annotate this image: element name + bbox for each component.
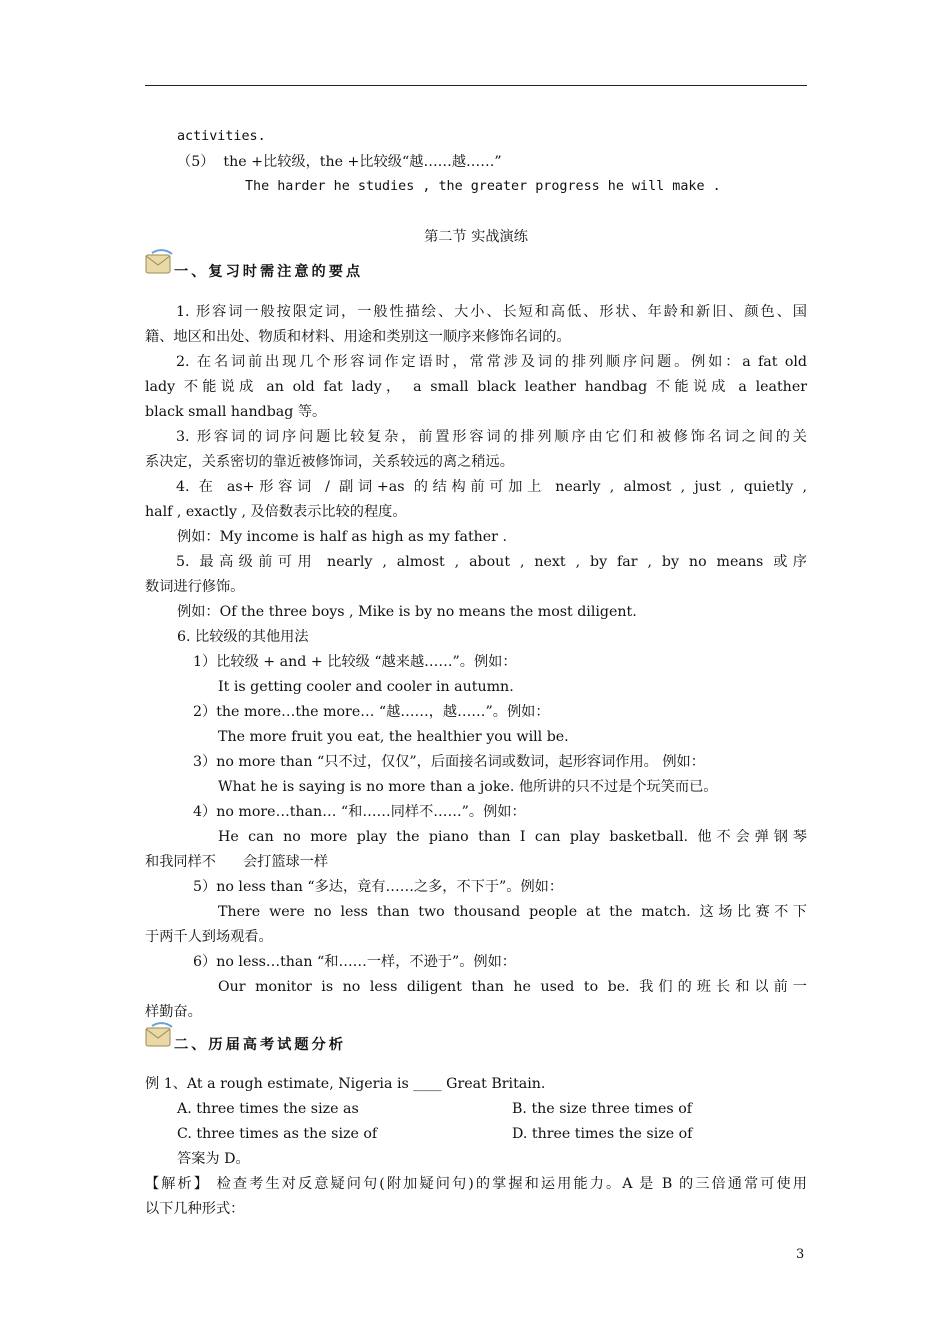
example-line (145, 903, 807, 921)
paragraph-line: black small handbag 等。 (145, 404, 327, 420)
usage-line: 1）比较级 + and + 比较级 “越来越……”。例如： (193, 654, 517, 670)
option-c: C. three times as the size of (177, 1126, 378, 1142)
paragraph-line (145, 428, 807, 446)
paragraph-text: 5. 最高级前可用 nearly , almost , about , next , by far , by no means 或序 (176, 554, 807, 570)
example-line (145, 828, 807, 846)
paragraph-line (145, 478, 807, 496)
paragraph-line: 系决定，关系密切的靠近被修饰词，关系较远的离之稍远。 (145, 454, 514, 470)
paragraph-text: 2. 在名词前出现几个形容词作定语时，常常涉及词的排列顺序问题。例如：a fat old (176, 354, 807, 370)
paragraph-line: half , exactly , 及倍数表示比较的程度。 (145, 504, 407, 520)
example-line: The more fruit you eat, the healthier you will be. (218, 729, 569, 745)
paragraph-line (145, 353, 807, 371)
paragraph-line: 数词进行修饰。 (145, 579, 245, 595)
example-line: It is getting cooler and cooler in autumn. (218, 679, 514, 695)
example-line: 样勤奋。 (145, 1004, 202, 1020)
example-text: He can no more play the piano than I can play basketball. 他不会弹钢琴 (218, 829, 807, 845)
usage-line: 2）the more…the more… “越……，越……”。例如： (193, 704, 550, 720)
section-title: 第二节 实战演练 (424, 229, 528, 245)
paragraph-text: 3. 形容词的词序问题比较复杂，前置形容词的排列顺序由它们和被修饰名词之间的关 (176, 429, 807, 445)
heading-exam-analysis: 二、历届高考试题分析 (174, 1037, 346, 1053)
question-line: 例 1、At a rough estimate, Nigeria is ____ Great Britain. (145, 1076, 546, 1092)
text-line: activities. (177, 129, 266, 144)
header-rule (145, 85, 807, 86)
envelope-icon (144, 249, 174, 277)
paragraph-text: 1. 形容词一般按限定词，一般性描绘、大小、长短和高低、形状、年龄和新旧、颜色、国 (176, 304, 807, 320)
option-a: A. three times the size as (177, 1101, 359, 1117)
usage-line: 3）no more than “只不过，仅仅”，后面接名词或数词，起形容词作用。 例如： (193, 754, 705, 770)
analysis-line: 以下几种形式： (145, 1201, 245, 1217)
paragraph-line: 6. 比较级的其他用法 (177, 629, 309, 645)
usage-line: 4）no more…than… “和……同样不……”。例如： (193, 804, 526, 820)
example-line: What he is saying is no more than a joke. 他所讲的只不过是个玩笑而已。 (218, 779, 718, 795)
option-b: B. the size three times of (512, 1101, 692, 1117)
example-line: 和我同样不 会打篮球一样 (145, 854, 329, 870)
option-d: D. three times the size of (512, 1126, 693, 1142)
answer-line: 答案为 D。 (177, 1151, 250, 1167)
envelope-icon (144, 1022, 174, 1050)
text-line: The harder he studies , the greater progress he will make . (245, 179, 721, 194)
page-number: 3 (796, 1247, 805, 1262)
example-line: 例如：My income is half as high as my father . (177, 529, 507, 545)
paragraph-line (145, 303, 807, 321)
text-line: （5） the +比较级，the +比较级“越……越……” (177, 154, 502, 170)
example-line: 例如：Of the three boys , Mike is by no means the most diligent. (177, 604, 637, 620)
paragraph-line: lady 不能说成 an old fat lady， a small black leather handbag 不能说成 a leather (145, 379, 807, 395)
heading-review-points: 一、复习时需注意的要点 (174, 264, 364, 280)
example-line (145, 978, 807, 996)
paragraph-text: 4. 在 as+形容词 / 副词+as 的结构前可加上 nearly , almost , just , quietly , (176, 479, 807, 495)
usage-line: 5）no less than “多达，竟有……之多，不下于”。例如： (193, 879, 564, 895)
analysis-line: 【解析】 检查考生对反意疑问句(附加疑问句)的掌握和运用能力。A 是 B 的三倍通常可使用 (145, 1176, 807, 1192)
usage-line: 6）no less…than “和……一样，不逊于”。例如： (193, 954, 516, 970)
example-line: 于两千人到场观看。 (145, 929, 273, 945)
example-text: Our monitor is no less diligent than he used to be. 我们的班长和以前一 (218, 979, 807, 995)
example-text: There were no less than two thousand people at the match. 这场比赛不下 (218, 904, 807, 920)
paragraph-line (145, 553, 807, 571)
paragraph-line: 籍、地区和出处、物质和材料、用途和类别这一顺序来修饰名词的。 (145, 329, 571, 345)
